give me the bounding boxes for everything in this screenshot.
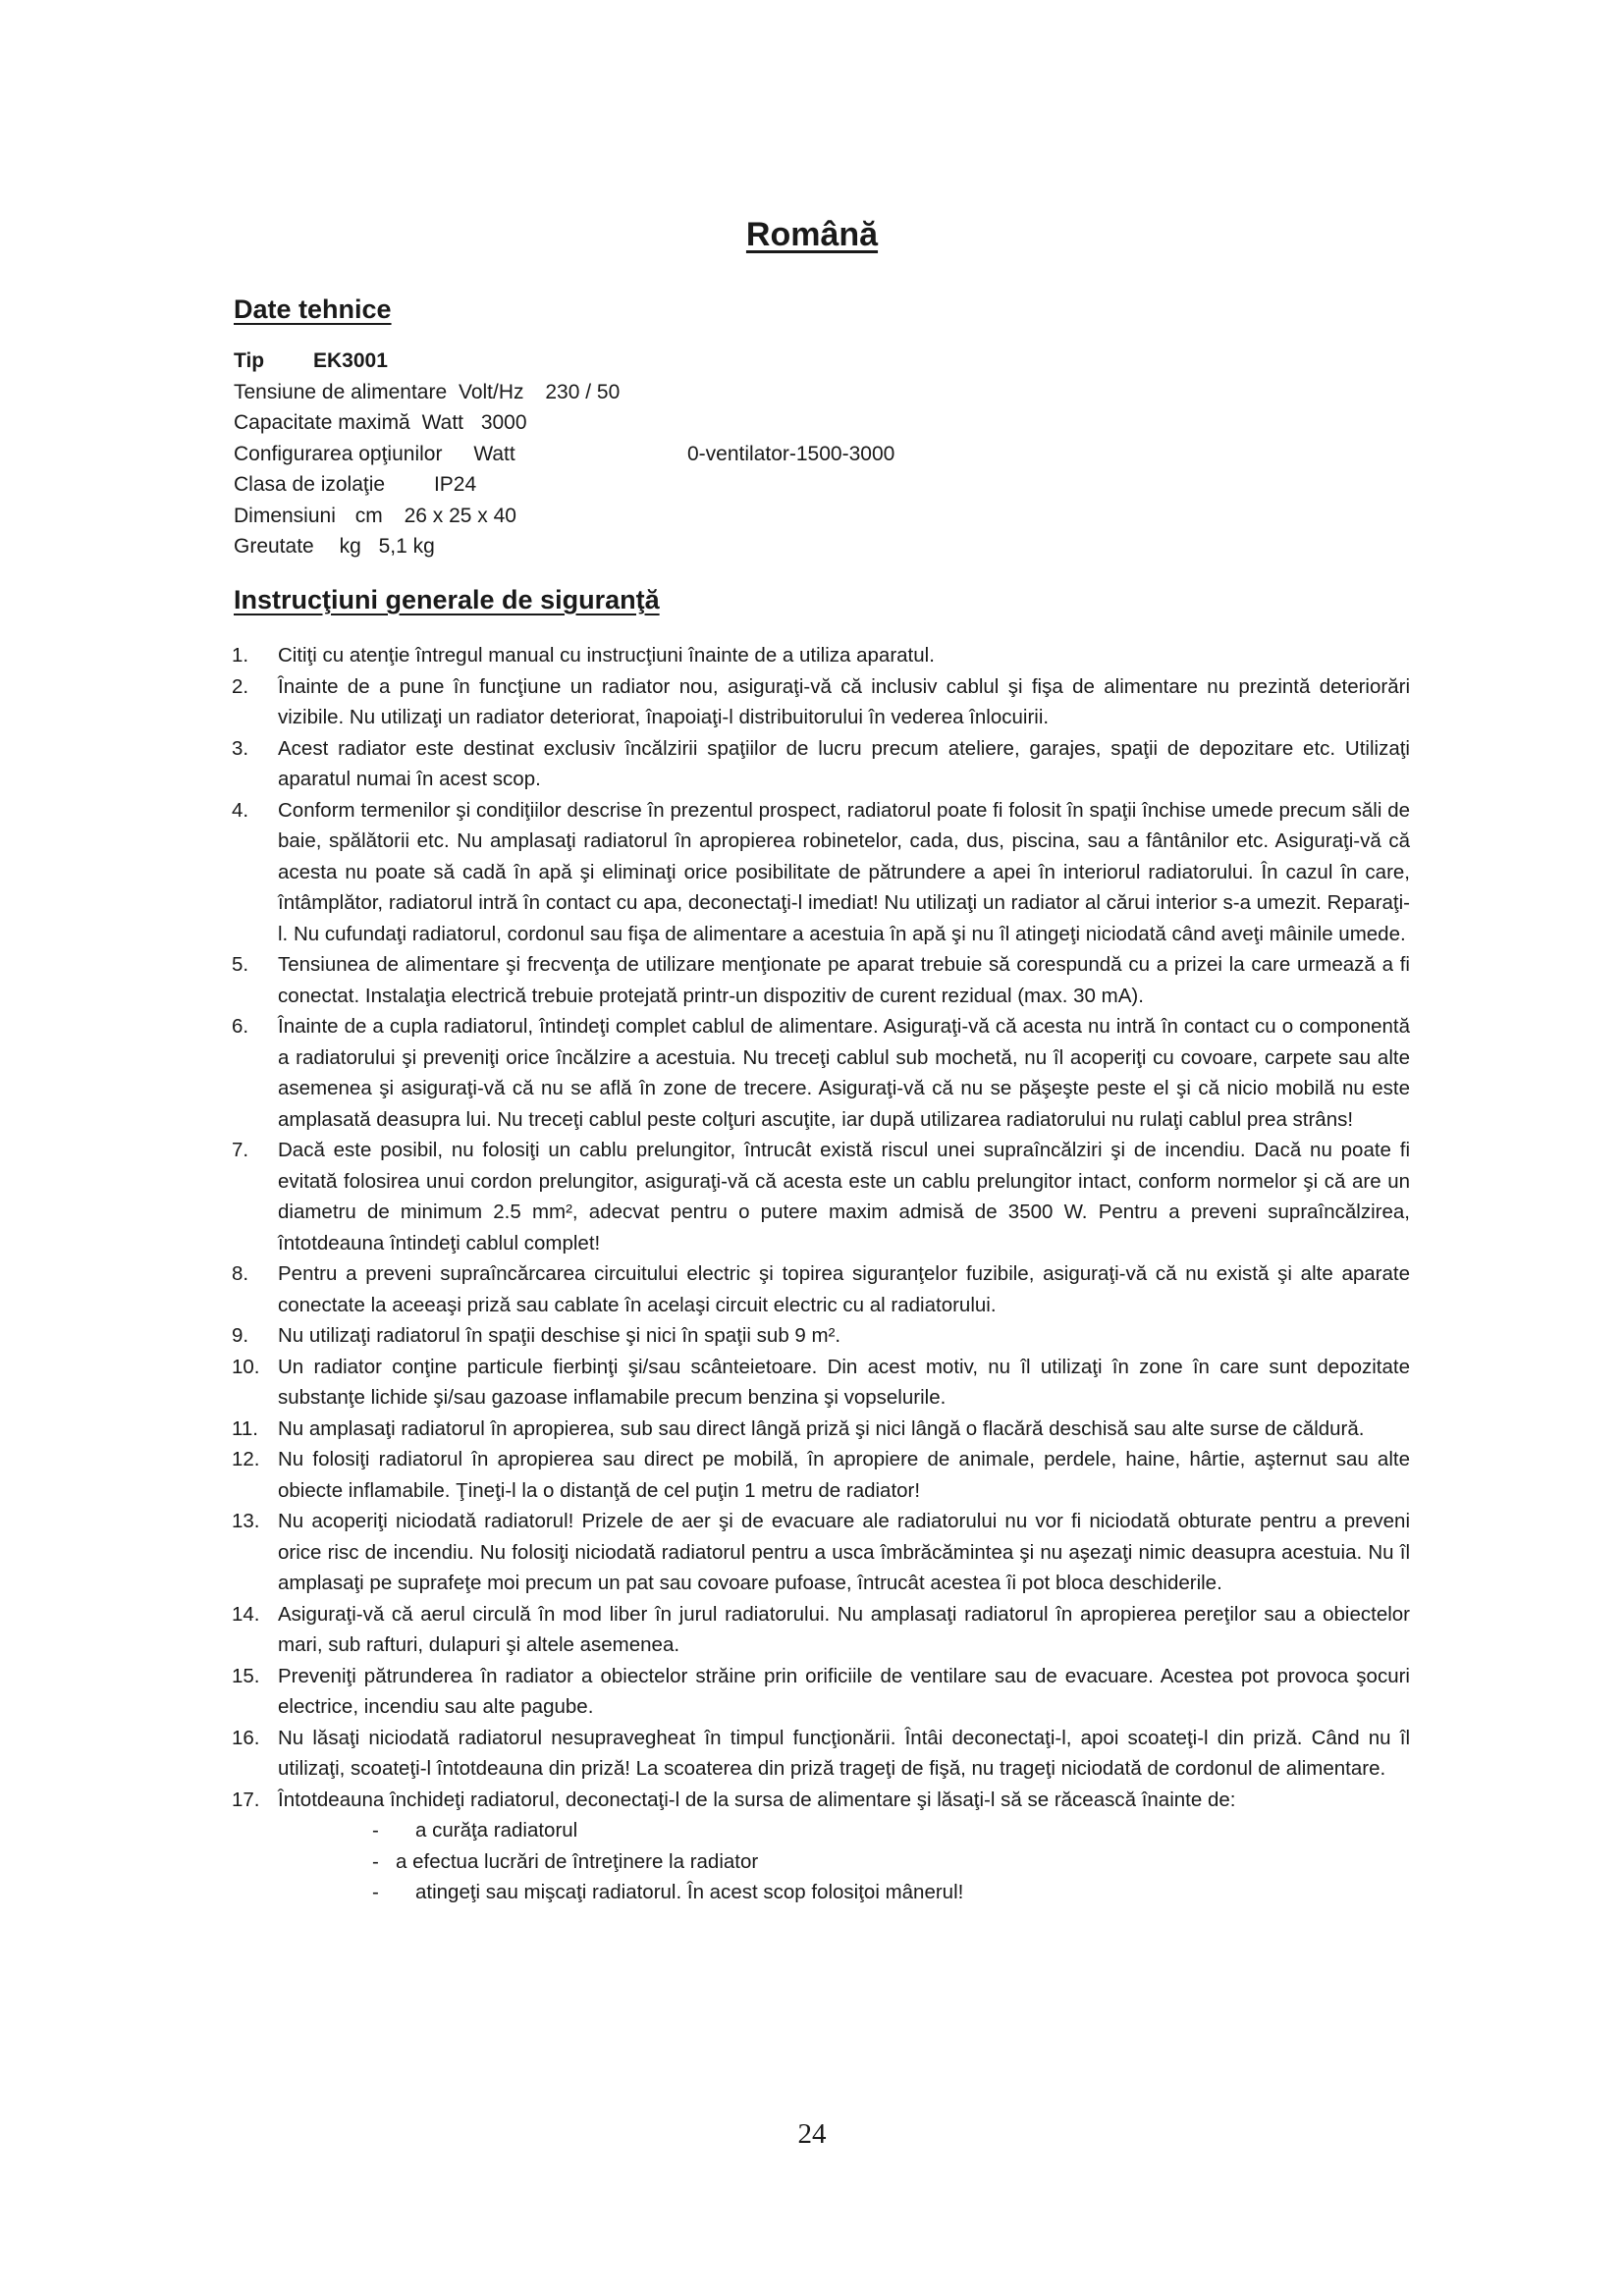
spec-row-insulation — [234, 469, 1412, 501]
list-item — [232, 1414, 1410, 1445]
spec-dimensions-label: Dimensiuni — [234, 504, 336, 527]
spec-options-unit: Watt — [473, 442, 515, 465]
spec-dimensions-unit: cm — [354, 504, 383, 527]
sub-list-item — [278, 1846, 1410, 1878]
spec-voltage-unit: Volt/Hz — [458, 380, 524, 403]
list-item — [232, 1135, 1410, 1258]
list-item — [232, 1444, 1410, 1506]
spec-weight-value: 5,1 kg — [378, 535, 435, 558]
spec-options-label: Configurarea opţiunilor — [234, 442, 443, 465]
spec-voltage-label: Tensiune de alimentare — [234, 380, 448, 403]
rule-text: Nu utilizaţi radiatorul în spaţii deschise şi nici în spaţii sub 9 m². — [278, 1324, 841, 1347]
spec-type-value: EK3001 — [313, 349, 388, 372]
rule-text: Conform termenilor şi condiţiilor descrise în prezentul prospect, radiatorul poate fi folosit în spaţii închise umede precum săli de baie, spălătorii etc. Nu amplasaţi radiatorul în apropierea robinetelor, cada, dus, piscina, sau a fântânilor etc. Asiguraţi-vă că acesta nu poate să cadă în apă şi eliminaţi orice posibilitate de pătrundere a apei în interiorul radiatorului. În cazul în care, întâmplător, radiatorul intră în contact cu apa, deconectaţi-l imediat! Nu utilizaţi un radiator al cărui interior s-a umezit. Reparaţi-l. Nu cufundaţi radiatorul, cordonul sau fişa de alimentare a acestuia în apă şi nu îl atingeţi niciodată când aveţi mâinile umede. — [278, 798, 1410, 945]
rule-number: 7. — [232, 1139, 249, 1161]
rule-text: Dacă este posibil, nu folosiţi un cablu prelungitor, întrucât există riscul unei supraîncălziri şi de incendiu. Dacă nu poate fi evitată folosirea unui cordon prelungitor, asiguraţi-vă că acesta este un cablu prelungitor intact, conform normelor şi că are un diametru de minimum 2.5 mm², adecvat pentru o putere maxim admisă de 3500 W. Pentru a preveni supraîncălzirea, întotdeauna întindeţi cablul complet! — [278, 1139, 1410, 1255]
rule-text: Înainte de a cupla radiatorul, întindeţi complet cablul de alimentare. Asiguraţi-vă că acesta nu intră în contact cu o componentă a radiatorului şi preveniţi orice încălzire a acestuia. Nu treceţi cablul sub mochetă, nu îl acoperiţi cu covoare, carpete sau alte asemenea şi asiguraţi-vă că nu se află în zone de trecere. Asiguraţi-vă că nu se păşeşte peste el şi că nicio mobilă nu este amplasată deasupra lui. Nu treceţi cablul peste colţuri ascuţite, iar după utilizarea radiatorului nu rulaţi cablul prea strâns! — [278, 1015, 1410, 1131]
rule-number: 3. — [232, 736, 249, 760]
page-title: Română — [745, 216, 879, 253]
rule-number: 13. — [232, 1510, 260, 1532]
sub-list-item — [278, 1815, 1410, 1846]
sub-dash: - — [372, 1881, 379, 1903]
spec-row-voltage — [234, 377, 1412, 408]
rule-text: Asiguraţi-vă că aerul circulă în mod liber în jurul radiatorului. Nu amplasaţi radiatorul în apropierea pereţilor sau a obiectelor mari, sub rafturi, dulapuri şi altele asemenea. — [278, 1602, 1410, 1656]
spec-capacity-label: Capacitate maximă — [234, 411, 410, 434]
sub-dash: - — [372, 1849, 379, 1873]
rule-number: 1. — [232, 644, 249, 667]
list-item — [232, 1785, 1410, 1908]
rule-text: Nu lăsaţi niciodată radiatorul nesupravegheat în timpul funcţionării. Întâi deconectaţi-l, apoi scoateţi-l din priză. Când nu îl utilizaţi, scoateţi-l întotdeauna din priză! La scoaterea din priză trageţi de fişă, nu trageţi niciodată de cordonul de alimentare. — [278, 1726, 1410, 1780]
page-number: 24 — [797, 2118, 827, 2150]
spec-voltage-value: 230 / 50 — [545, 380, 621, 403]
specs-section-title: Date tehnice — [234, 294, 392, 324]
list-item — [232, 640, 1410, 671]
list-item — [232, 949, 1410, 1011]
rule-text: Un radiator conţine particule fierbinţi şi/sau scânteietoare. Din acest motiv, nu îl utilizaţi în zone în care sunt depozitate substanţe lichide şi/sau gazoase inflamabile precum benzina şi vopselurile. — [278, 1355, 1410, 1409]
spec-weight-label: Greutate — [234, 535, 314, 558]
rule-text: Nu folosiţi radiatorul în apropierea sau direct pe mobilă, în apropiere de animale, perdele, haine, hârtie, aşternut sau alte obiecte inflamabile. Ţineţi-l la o distanţă de cel puţin 1 metru de radiator! — [278, 1448, 1410, 1502]
rule-text: Nu amplasaţi radiatorul în apropierea, sub sau direct lângă priză şi nici lângă o flacără deschisă sau alte surse de căldură. — [278, 1416, 1365, 1440]
technical-specs — [234, 346, 1412, 562]
rule-number: 6. — [232, 1015, 249, 1038]
sub-dash: - — [372, 1819, 379, 1842]
rule-text: Tensiunea de alimentare şi frecvenţa de utilizare menţionate pe aparat trebuie să corespundă cu a prizei la care urmează a fi conectat. Instalaţia electrică trebuie protejată printr-un dispozitiv de curent rezidual (max. 30 mA). — [278, 953, 1410, 1007]
sub-text: atingeţi sau mişcaţi radiatorul. În acest scop folosiţoi mânerul! — [415, 1881, 964, 1903]
rule17-sublist — [278, 1815, 1410, 1908]
spec-row-type — [234, 346, 1412, 377]
spec-row-weight — [234, 531, 1412, 562]
spec-insulation-value: IP24 — [433, 473, 477, 496]
rule-number: 16. — [232, 1726, 260, 1749]
rule-number: 9. — [232, 1324, 249, 1347]
rule-number: 15. — [232, 1664, 260, 1687]
spec-capacity-value: 3000 — [480, 411, 527, 434]
list-item — [232, 1723, 1410, 1785]
rule-text: Înainte de a pune în funcţiune un radiator nou, asiguraţi-vă că inclusiv cablul şi fişa de alimentare nu prezintă deteriorări vizibile. Nu utilizaţi un radiator deteriorat, înapoiaţi-l distribuitorului în vederea înlocuirii. — [278, 674, 1410, 728]
list-item — [232, 671, 1410, 733]
list-item — [232, 1011, 1410, 1135]
list-item — [232, 795, 1410, 950]
spec-row-options — [234, 439, 1412, 470]
rule-text: Pentru a preveni supraîncărcarea circuitului electric şi topirea siguranţelor fuzibile, asiguraţi-vă că nu există şi alte aparate conectate la aceeaşi priză sau cablate în acelaşi circuit electric cu al radiatorului. — [278, 1262, 1410, 1316]
rule-number: 5. — [232, 953, 249, 976]
sub-list-item — [278, 1877, 1410, 1908]
safety-rules-list — [232, 640, 1410, 1908]
spec-row-capacity — [234, 407, 1412, 439]
rule-number: 12. — [232, 1448, 260, 1470]
spec-weight-unit: kg — [339, 535, 361, 558]
rule-number: 4. — [232, 798, 249, 822]
list-item — [232, 1661, 1410, 1723]
sub-text: a efectua lucrări de întreţinere la radiator — [396, 1849, 759, 1873]
rule-number: 10. — [232, 1355, 260, 1378]
rule-number: 8. — [232, 1262, 249, 1285]
sub-text: a curăţa radiatorul — [415, 1819, 578, 1842]
rule-number: 2. — [232, 674, 249, 698]
rule-text: Preveniţi pătrunderea în radiator a obiectelor străine prin orificiile de ventilare sau de evacuare. Acestea pot provoca şocuri electrice, incendiu sau alte pagube. — [278, 1664, 1410, 1718]
list-item — [232, 1599, 1410, 1661]
rule-number: 14. — [232, 1602, 260, 1626]
list-item — [232, 1258, 1410, 1320]
rule-text: Citiţi cu atenţie întregul manual cu instrucţiuni înainte de a utiliza aparatul. — [278, 644, 935, 667]
spec-insulation-label: Clasa de izolaţie — [234, 473, 386, 496]
safety-section-title: Instrucţiuni generale de siguranţă — [234, 585, 660, 614]
list-item — [232, 1352, 1410, 1414]
rule-text: Acest radiator este destinat exclusiv încălzirii spaţiilor de lucru precum ateliere, garajes, spaţii de depozitare etc. Utilizaţi aparatul numai în acest scop. — [278, 736, 1410, 790]
spec-dimensions-value: 26 x 25 x 40 — [404, 504, 516, 527]
spec-type-label: Tip — [234, 349, 265, 372]
list-item — [232, 733, 1410, 795]
spec-row-dimensions — [234, 501, 1412, 532]
list-item — [232, 1320, 1410, 1352]
rule-text: Nu acoperiţi niciodată radiatorul! Prizele de aer şi de evacuare ale radiatorului nu vor fi niciodată obturate pentru a preveni orice risc de incendiu. Nu folosiţi niciodată radiatorul pentru a usca îmbrăcămintea şi nu aşezaţi nimic deasupra acestuia. Nu îl amplasaţi pe suprafeţe moi precum un pat sau covoare pufoase, întrucât acestea îi pot bloca deschiderile. — [278, 1510, 1410, 1594]
list-item — [232, 1506, 1410, 1599]
spec-options-value: 0-ventilator-1500-3000 — [687, 442, 895, 465]
rule-number: 17. — [232, 1788, 260, 1811]
rule-text: Întotdeauna închideţi radiatorul, deconectaţi-l de la sursa de alimentare şi lăsaţi-l să se răcească înainte de: — [278, 1788, 1236, 1811]
rule-number: 11. — [232, 1416, 258, 1440]
spec-capacity-unit: Watt — [421, 411, 463, 434]
